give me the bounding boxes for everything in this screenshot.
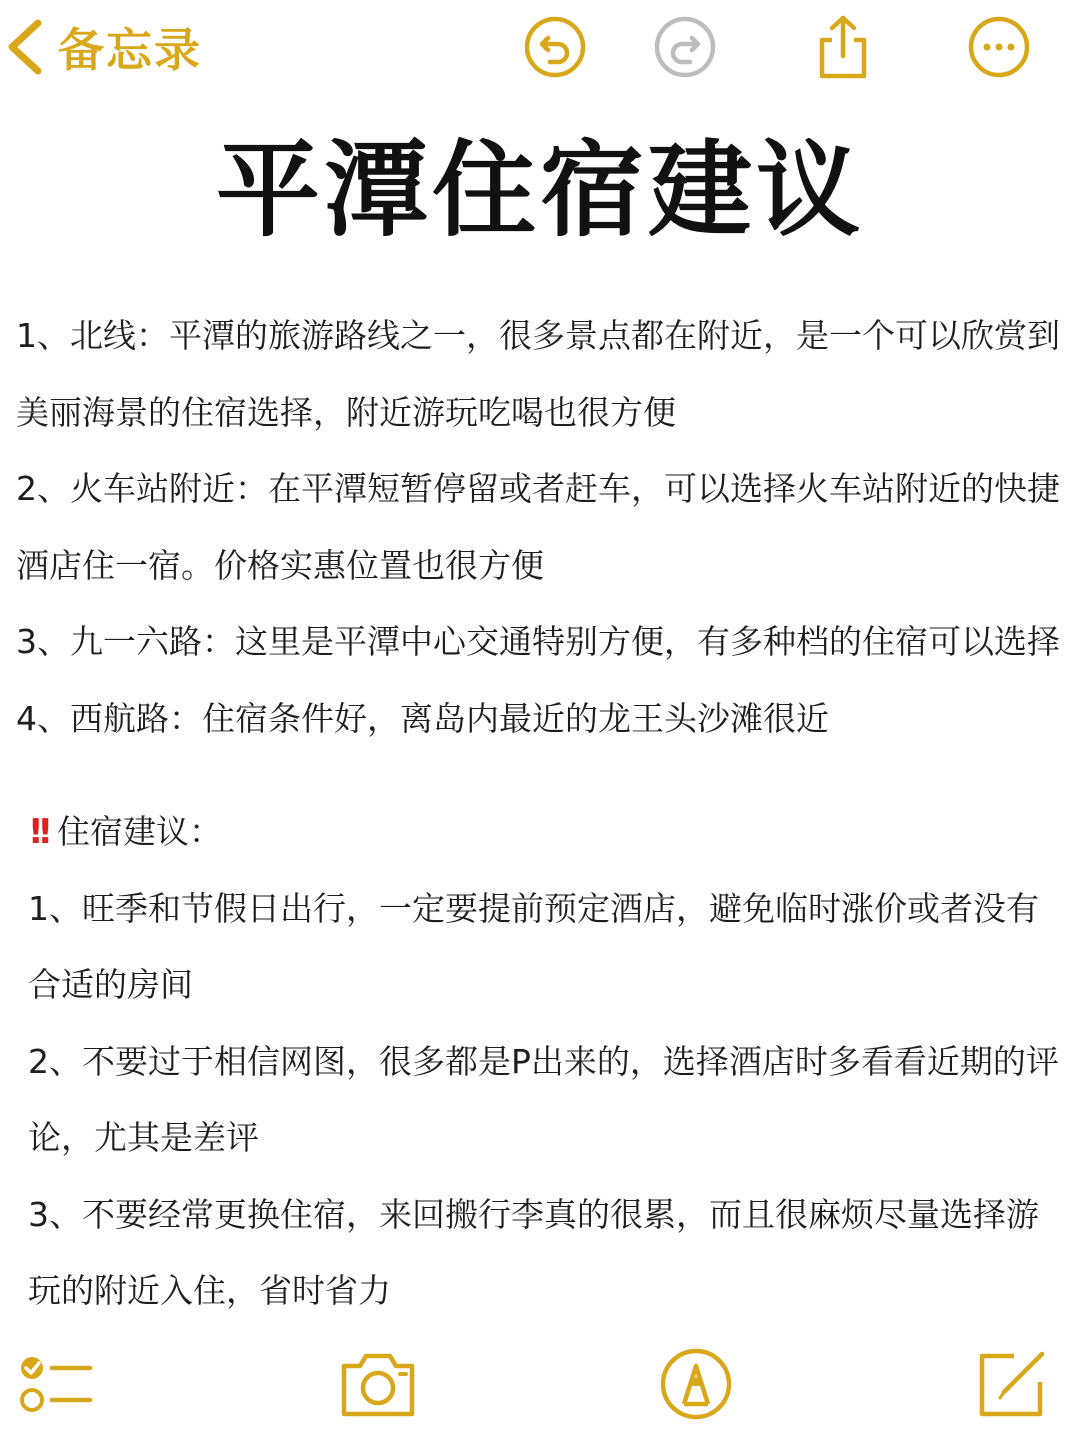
note-item: 3、九一六路：这里是平潭中心交通特别方便，有多种档的住宿可以选择	[16, 622, 1060, 661]
markup-pen-icon	[654, 1342, 738, 1426]
compose-button[interactable]	[970, 1342, 1054, 1426]
tips-heading-label: 住宿建议：	[57, 812, 223, 851]
undo-button[interactable]	[522, 14, 588, 80]
share-icon	[810, 14, 876, 80]
tips-section[interactable]	[28, 794, 1068, 1330]
checklist-button[interactable]	[14, 1342, 98, 1426]
tip-item: 2、不要过于相信网图，很多都是P出来的，选择酒店时多看看近期的评论，尤其是差评	[28, 1041, 1059, 1157]
double-exclamation-icon: !!	[28, 812, 48, 852]
top-toolbar	[0, 0, 1080, 100]
back-label: 备忘录	[58, 23, 202, 77]
note-item: 1、北线：平潭的旅游路线之一，很多景点都在附近，是一个可以欣赏到美丽海景的住宿选择，附近游玩吃喝也很方便	[16, 316, 1060, 432]
chevron-left-icon	[4, 17, 48, 77]
tips-heading	[28, 794, 1068, 871]
tip-item: 1、旺季和节假日出行，一定要提前预定酒店，避免临时涨价或者没有合适的房间	[28, 888, 1039, 1004]
redo-icon	[652, 14, 718, 80]
bottom-toolbar	[0, 1336, 1080, 1432]
compose-icon	[970, 1342, 1054, 1426]
more-icon	[966, 14, 1032, 80]
note-item: 4、西航路：住宿条件好，离岛内最近的龙王头沙滩很近	[16, 698, 829, 738]
undo-icon	[522, 14, 588, 80]
camera-icon	[336, 1342, 420, 1426]
note-item: 2、火车站附近：在平潭短暂停留或者赶车，可以选择火车站附近的快捷酒店住一宿。价格实惠位置也很方便	[16, 469, 1060, 585]
note-body[interactable]	[16, 298, 1072, 757]
tip-item: 3、不要经常更换住宿，来回搬行李真的很累，而且很麻烦尽量选择游玩的附近入住，省时省力	[28, 1194, 1039, 1310]
redo-button[interactable]	[652, 14, 718, 80]
note-title: 平潭住宿建议	[215, 129, 864, 251]
share-button[interactable]	[810, 14, 876, 80]
markup-button[interactable]	[654, 1342, 738, 1426]
more-button[interactable]	[966, 14, 1032, 80]
back-button[interactable]	[4, 14, 202, 80]
camera-button[interactable]	[336, 1342, 420, 1426]
checklist-icon	[14, 1342, 98, 1426]
